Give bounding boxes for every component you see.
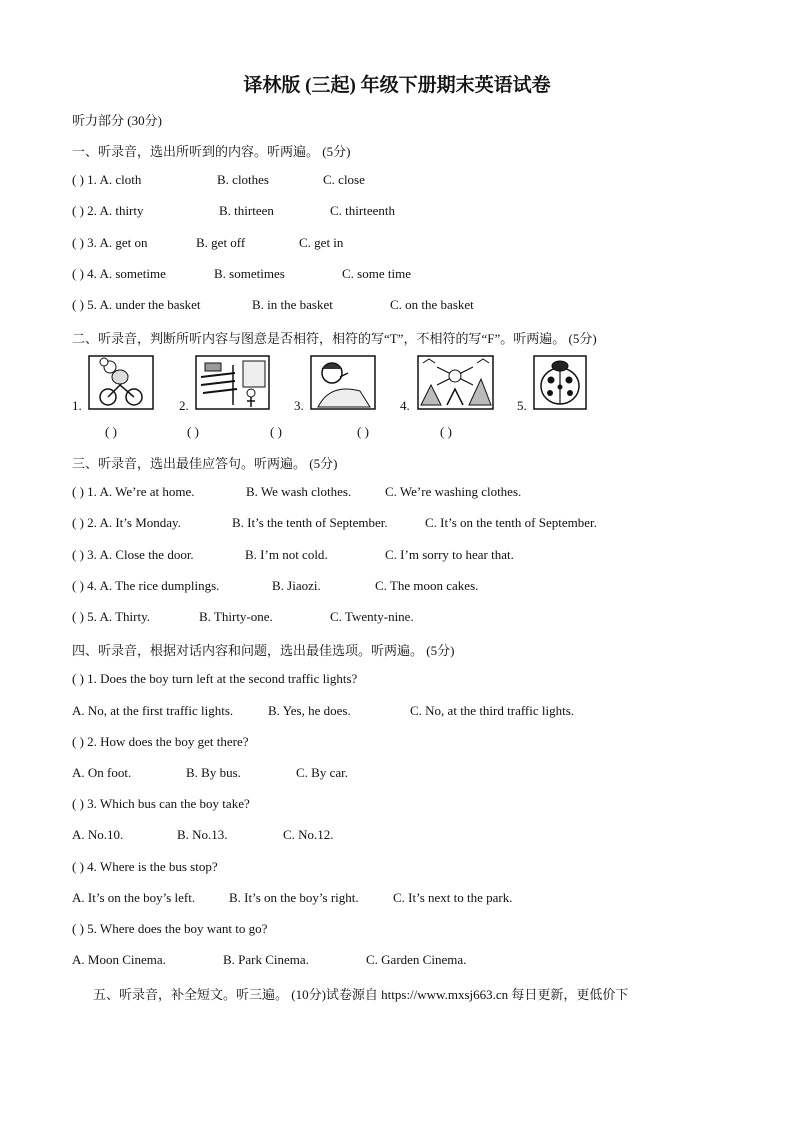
- picture-traffic-crossing: [195, 355, 270, 410]
- question-stem: ( ) 1. A. We’re at home.: [72, 484, 195, 499]
- option-b: B. get off: [196, 235, 246, 250]
- option-c: C. Twenty-nine.: [330, 609, 414, 624]
- section-2-heading: 二、听录音，判断所听内容与图意是否相符，相符的写“T”，不相符的写“F”。听两遍。 (5分): [72, 331, 597, 346]
- question-stem: ( ) 5. Where does the boy want to go?: [72, 921, 268, 936]
- question-stem: ( ) 3. A. Close the door.: [72, 547, 194, 562]
- option-b: B. It’s the tenth of September.: [232, 515, 388, 530]
- option-a: A. It’s on the boy’s left.: [72, 890, 196, 905]
- question-stem: ( ) 3. Which bus can the boy take?: [72, 796, 250, 811]
- option-a: A. On foot.: [72, 765, 132, 780]
- question-stem: ( ) 3. A. get on: [72, 235, 148, 250]
- question-stem: ( ) 2. A. thirty: [72, 203, 144, 218]
- question-stem: ( ) 4. Where is the bus stop?: [72, 859, 218, 874]
- question-stem: ( ) 2. How does the boy get there?: [72, 734, 249, 749]
- option-c: C. By car.: [296, 765, 348, 780]
- picture-tree-scene: [417, 355, 494, 410]
- option-c: C. It’s next to the park.: [393, 890, 513, 905]
- answer-blank[interactable]: ( ): [105, 424, 117, 439]
- option-b: B. Park Cinema.: [223, 952, 309, 967]
- option-b: B. By bus.: [186, 765, 241, 780]
- picture-sick-girl: [310, 355, 376, 410]
- option-c: C. No, at the third traffic lights.: [410, 703, 575, 718]
- option-c: C. It’s on the tenth of September.: [425, 515, 597, 530]
- answer-blank[interactable]: ( ): [187, 424, 199, 439]
- question-stem: ( ) 5. A. under the basket: [72, 297, 201, 312]
- section-3-heading: 三、听录音，选出最佳应答句。听两遍。 (5分): [72, 456, 338, 471]
- option-b: B. sometimes: [214, 266, 285, 281]
- answer-blank[interactable]: ( ): [440, 424, 452, 439]
- option-a: A. Moon Cinema.: [72, 952, 166, 967]
- option-b: B. No.13.: [177, 827, 228, 842]
- section-5-heading: 五、听录音，补全短文。听三遍。 (10分)试卷源自 https://www.mxsj663.cn 每日更新，更低价下: [93, 987, 629, 1002]
- option-c: C. on the basket: [390, 297, 474, 312]
- option-c: C. close: [323, 172, 365, 187]
- answer-blank[interactable]: ( ): [270, 424, 282, 439]
- question-stem: ( ) 5. A. Thirty.: [72, 609, 150, 624]
- question-stem: ( ) 4. A. sometime: [72, 266, 166, 281]
- part-heading: 听力部分 (30分): [72, 113, 162, 128]
- question-stem: ( ) 1. A. cloth: [72, 172, 142, 187]
- option-c: C. No.12.: [283, 827, 334, 842]
- question-stem: ( ) 2. A. It’s Monday.: [72, 515, 181, 530]
- option-b: B. Jiaozi.: [272, 578, 321, 593]
- picture-number: 3.: [294, 398, 304, 413]
- option-c: C. Garden Cinema.: [366, 952, 467, 967]
- section-4-heading: 四、听录音，根据对话内容和问题，选出最佳选项。听两遍。 (5分): [72, 643, 455, 658]
- option-b: B. I’m not cold.: [245, 547, 328, 562]
- picture-number: 2.: [179, 398, 189, 413]
- picture-number: 1.: [72, 398, 82, 413]
- option-b: B. clothes: [217, 172, 269, 187]
- answer-blank[interactable]: ( ): [357, 424, 369, 439]
- option-c: C. The moon cakes.: [375, 578, 479, 593]
- question-stem: ( ) 1. Does the boy turn left at the second traffic lights?: [72, 671, 358, 686]
- option-b: B. Yes, he does.: [268, 703, 351, 718]
- picture-number: 5.: [517, 398, 527, 413]
- option-c: C. thirteenth: [330, 203, 395, 218]
- picture-ladybird: [533, 355, 587, 410]
- option-c: C. We’re washing clothes.: [385, 484, 522, 499]
- option-c: C. I’m sorry to hear that.: [385, 547, 514, 562]
- page-title: 译林版 (三起) 年级下册期末英语试卷: [243, 75, 551, 96]
- option-b: B. in the basket: [252, 297, 333, 312]
- option-b: B. thirteen: [219, 203, 274, 218]
- option-a: A. No, at the first traffic lights.: [72, 703, 234, 718]
- picture-number: 4.: [400, 398, 410, 413]
- question-stem: ( ) 4. A. The rice dumplings.: [72, 578, 220, 593]
- option-c: C. get in: [299, 235, 344, 250]
- option-b: B. Thirty-one.: [199, 609, 273, 624]
- section-1-heading: 一、听录音，选出所听到的内容。听两遍。 (5分): [72, 144, 351, 159]
- option-b: B. We wash clothes.: [246, 484, 352, 499]
- option-b: B. It’s on the boy’s right.: [229, 890, 359, 905]
- option-a: A. No.10.: [72, 827, 124, 842]
- picture-mouse-bike: [88, 355, 154, 410]
- option-c: C. some time: [342, 266, 411, 281]
